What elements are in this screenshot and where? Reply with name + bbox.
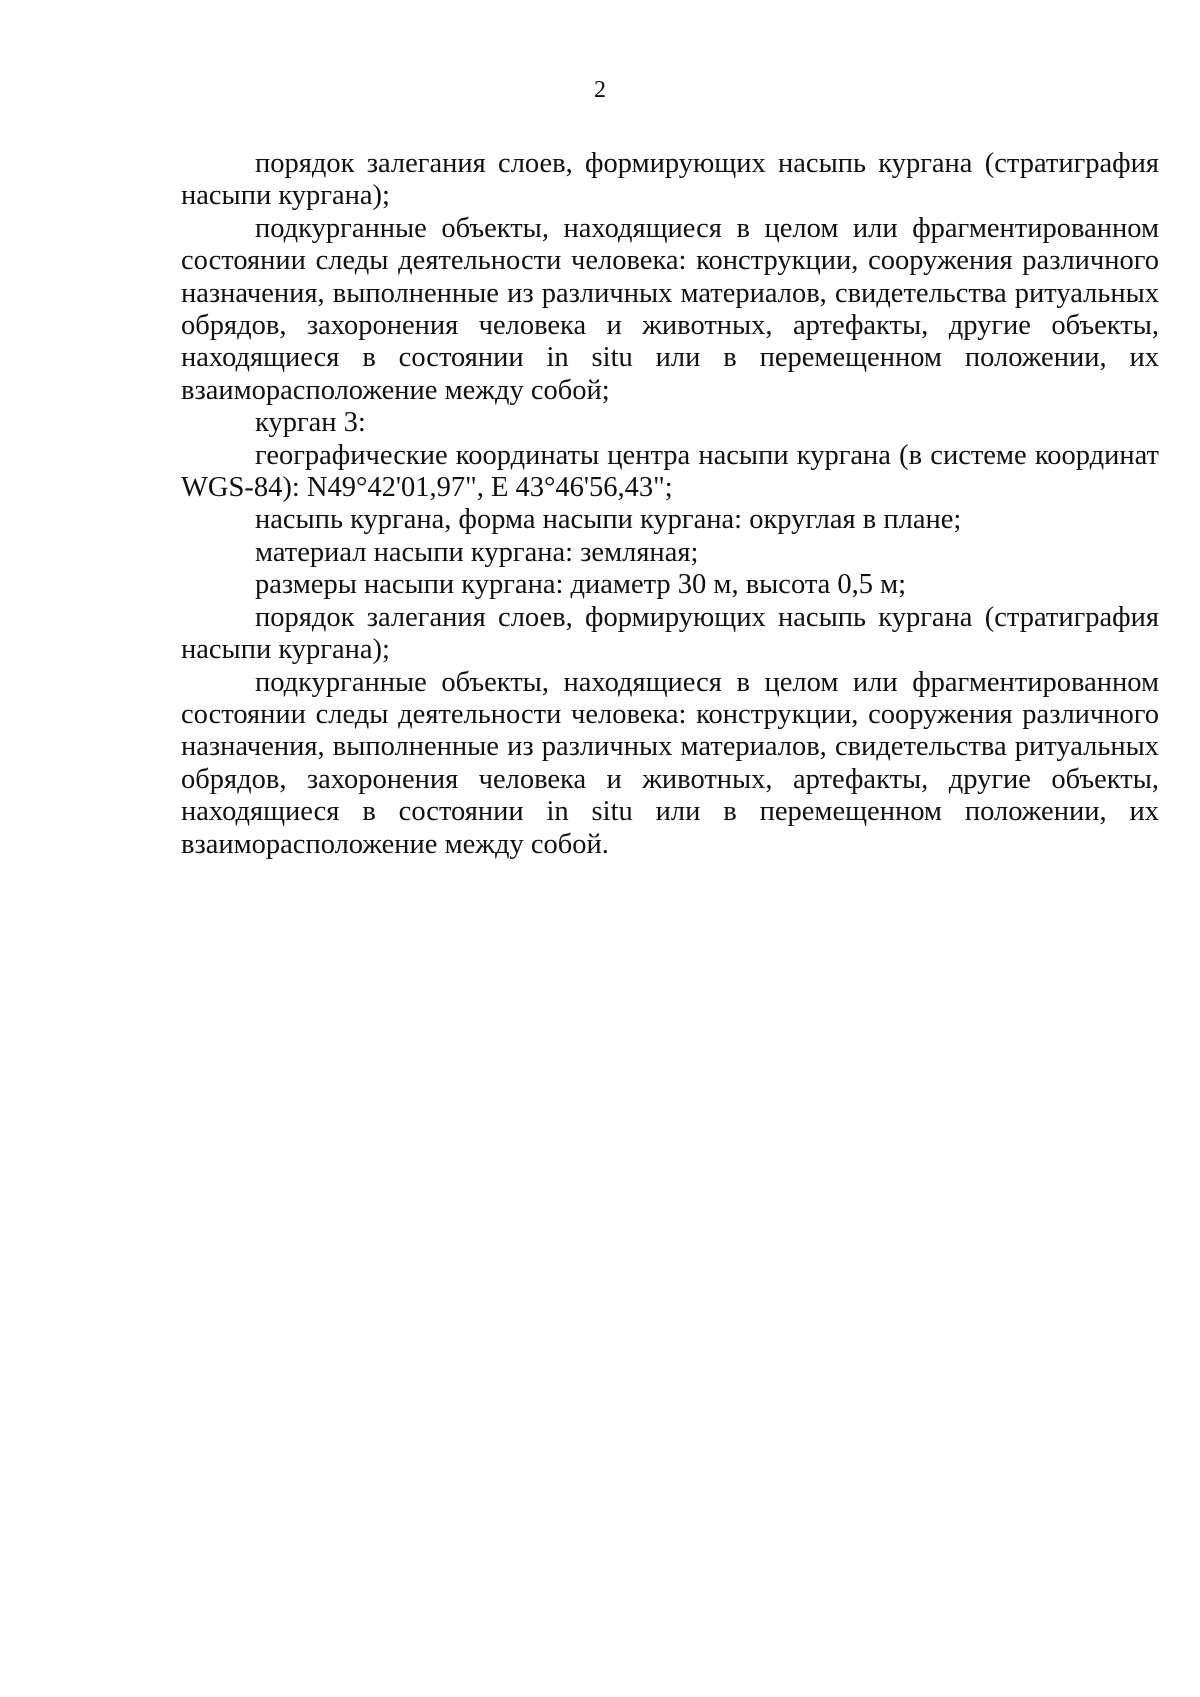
- paragraph-stratigraphy-1: порядок залегания слоев, формирующих насыпь кургана (стратиграфия насыпи кургана);: [181, 148, 1159, 212]
- page-number: 2: [594, 77, 606, 103]
- paragraph-underground-objects-2: подкурганные объекты, находящиеся в целом или фрагментированном состоянии следы деятельности человека: конструкции, сооружения различного назначения, выполненные из различных материалов, свидетельства ритуальных обрядов, захоронения человека и животных, артефакты, другие объекты, находящиеся в состоянии in situ или в перемещенном положении, их взаиморасположение между собой.: [181, 666, 1159, 860]
- paragraph-stratigraphy-2: порядок залегания слоев, формирующих насыпь кургана (стратиграфия насыпи кургана);: [181, 601, 1159, 666]
- paragraph-mound-material: материал насыпи кургана: земляная;: [255, 536, 699, 568]
- paragraph-mound-size: размеры насыпи кургана: диаметр 30 м, высота 0,5 м;: [255, 569, 907, 601]
- paragraph-mound-shape: насыпь кургана, форма насыпи кургана: округлая в плане;: [255, 504, 962, 536]
- paragraph-underground-objects-1: подкурганные объекты, находящиеся в целом или фрагментированном состоянии следы деятельности человека: конструкции, сооружения различного назначения, выполненные из различных материалов, свидетельства ритуальных обрядов, захоронения человека и животных, артефакты, другие объекты, находящиеся в состоянии in situ или в перемещенном положении, их взаиморасположение между собой;: [181, 212, 1159, 406]
- paragraph-kurgan-3-heading: курган 3:: [255, 407, 366, 439]
- document-body: [181, 148, 1159, 861]
- paragraph-coordinates: географические координаты центра насыпи кургана (в системе координат WGS-84): N49°42'01,97", E 43°46'56,43";: [181, 439, 1159, 504]
